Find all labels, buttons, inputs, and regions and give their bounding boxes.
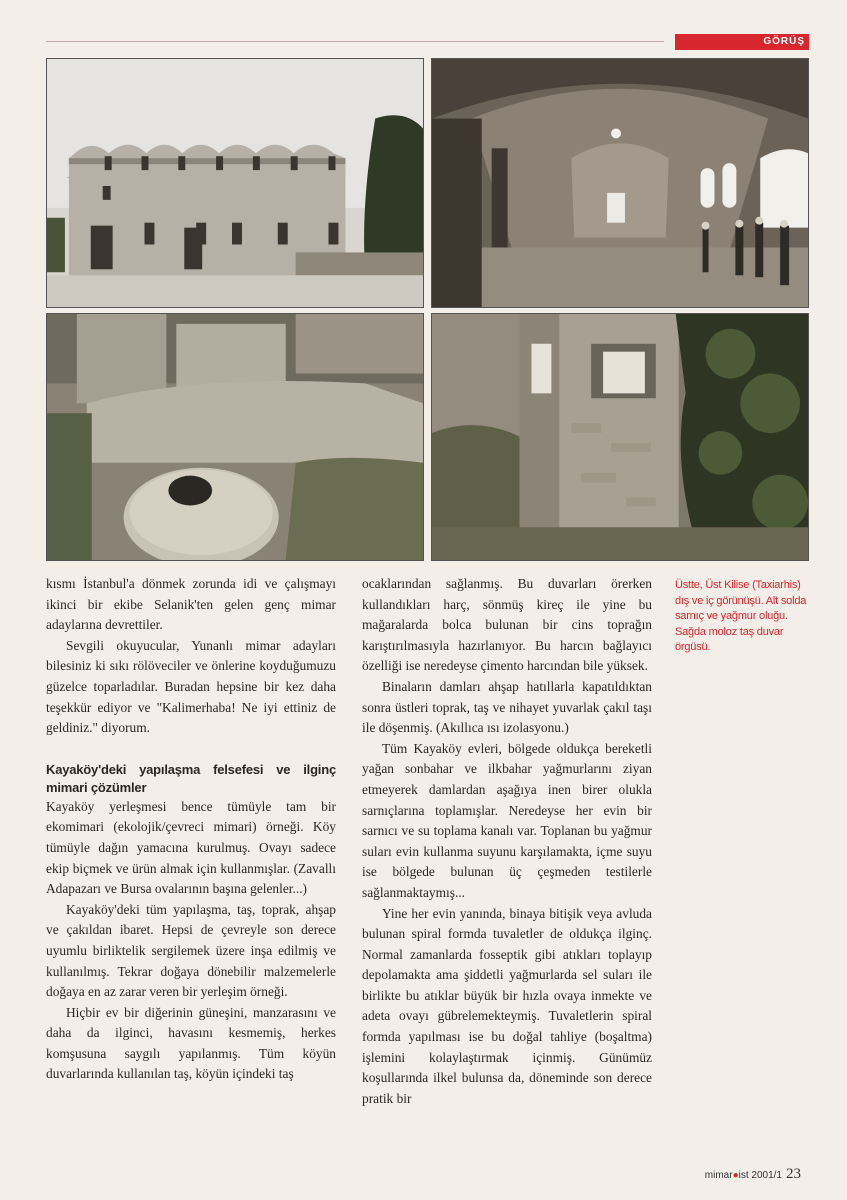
page-number: 23 [786, 1166, 801, 1182]
photo-cistern [46, 313, 424, 561]
dot-icon: ● [732, 1170, 739, 1181]
page-footer [705, 1166, 801, 1183]
paragraph: ocaklarından sağlanmış. Bu duvarları örerken kullandıkları harç, sönmüş kireç ile yine bu mağaralarda bolca bulunan bir cins toprağın karıştırılmasıyla hazırlanıyor. Bu harcın bağlayıcı özelliği ise neredeyse çimento harcından bile yüksek. [362, 576, 652, 674]
paragraph: kısmı İstanbul'a dönmek zorunda idi ve çalışmayı ikinci bir ekibe Selanik'ten gelen genç mimar adaylarına devrettiler. [46, 576, 336, 633]
photo-caption: Üstte, Üst Kilise (Taxiarhis) dış ve iç görünüşü. Alt solda sarnıç ve yağmur oluğu. Sağda moloz taş duvar örgüsü. [675, 579, 807, 653]
header-rule [46, 41, 664, 42]
photo-church-exterior [46, 58, 424, 308]
photo-rubble-wall [431, 313, 809, 561]
paragraph: Hiçbir ev bir diğerinin güneşini, manzarasını ve daha da ilginci, havasını kesmemiş, herkes komşusuna saygılı yapılanmış. Tüm köyün duvarlarında kullanılan taş, köyün içindeki taş [46, 1004, 336, 1082]
article-column-left [46, 574, 336, 1085]
issue-label: ist 2001/1 [738, 1170, 782, 1181]
photo-church-interior [431, 58, 809, 308]
section-tag: GÖRÜŞ [675, 34, 809, 50]
paragraph: Binaların damları ahşap hatıllarla kapatıldıktan sonra üstleri toprak, taş ve nihayet yuvarlak çakıl taşı ile döşenmiş. (Akıllıca ısı izolasyonu.) [362, 678, 652, 736]
magazine-name: mimar [704, 1170, 733, 1181]
article-column-middle [362, 574, 652, 1109]
paragraph: Yine her evin yanında, binaya bitişik veya avluda bulunan spiral formda tuvaletler de oldukça ilginç. Normal zamanlarda fosseptik gibi atıkları toplayıp depolamakta ama şiddetli yağmurlarda sel suları ile birlikte bu atıklar büyük bir hızla ovaya inmekte ve adeta ovayı gübrelemekteymiş. Tuvaletlerin spiral formda yapılması ise bu doğal tahliye (boşaltma) işlemini kolaylaştırmak içinmiş. Günümüz koşullarında ilkel bulunsa da, döneminde son derece pratik bir [362, 905, 652, 1106]
paragraph: Kayaköy'deki tüm yapılaşma, taş, toprak, ahşap ve çakıldan ibaret. Hepsi de çevreyle son derece uyumlu birliktelik sergilemek üzere inşa edilmiş ve kullanılmış. Tekrar doğaya dönebilir malzemelerle doğaya en az zarar veren bir yerleşim örneği. [46, 901, 336, 1000]
paragraph: Sevgili okuyucular, Yunanlı mimar adayları bilesiniz ki sıkı rölöveciler ve önlerine koyduğumuzu güzelce toparladılar. Buradan hepsine bir kez daha teşekkür ediyor ve "Kalimerhaba! Ne iyi ettiniz de geldiniz." diyorum. [46, 637, 336, 736]
subheading: Kayaköy'deki yapılaşma felsefesi ve ilginç mimari çözümler [46, 761, 336, 795]
paragraph: Tüm Kayaköy evleri, bölgede oldukça bereketli yağan sonbahar ve ilkbahar yağmurlarını ziyan etmeyerek damlardan aşağıya inen birer olukla sarnıçlarına toplamışlar. Neredeyse her evin bir sarnıcı ve su toplama kanalı var. Toplanan bu yağmur suları evin kullanma suyunu karşılamakta, içme suyu ise bölgede bulunan üç çeşmeden testilerle sağlanmaktaymış... [362, 740, 652, 900]
paragraph: Kayaköy yerleşmesi bence tümüyle tam bir ekomimari (ekolojik/çevreci mimari) örneği. Köy tümüyle dağın yamacına kurulmuş. Ovayı sadece ekip biçmek ve ürün almak için kullanmışlar. (Zavallı Adapazarı ve Bursa ovalarının başına gelenler...) [46, 798, 336, 897]
